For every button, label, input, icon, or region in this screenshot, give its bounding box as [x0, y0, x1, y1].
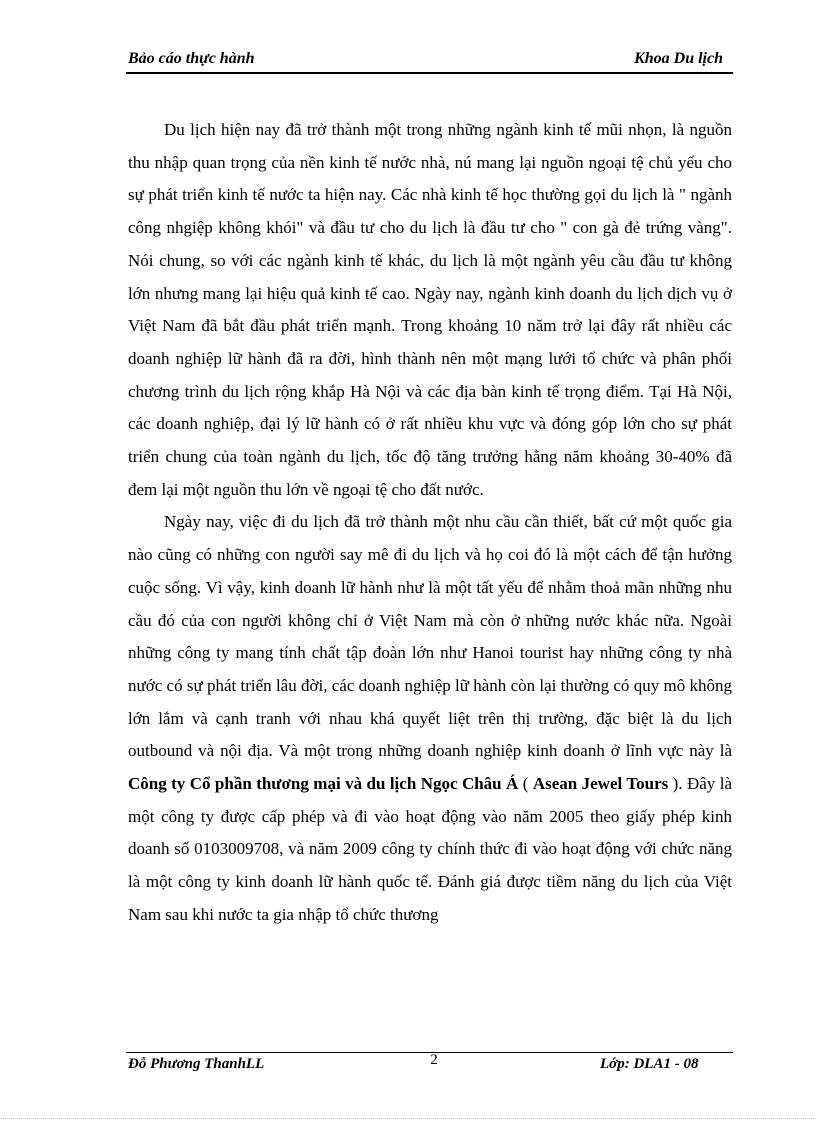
page-bottom-edge — [0, 1118, 816, 1119]
paragraph-2-text-c: ). Đây là một công ty được cấp phép và đi vào hoạt động vào năm 2005 theo giấy phép kinh doanh số 0103009708, và năm 2009 công ty chính thức đi vào hoạt động với chức năng là một công ty kinh doanh lữ hành quốc tế. Đánh giá được tiềm năng du lịch của Việt Nam sau khi nước ta gia nhập tổ chức thương — [128, 774, 732, 924]
paragraph-1: Du lịch hiện nay đã trở thành một trong những ngành kinh tế mũi nhọn, là nguồn thu nhập quan trọng của nền kinh tế nước nhà, nú mang lại nguồn ngoại tệ chủ yếu cho sự phát triển kinh tế nước ta hiện nay. Các nhà kinh tế học thường gọi du lịch là " ngành công nhgiệp không khói" và đầu tư cho du lịch là đầu tư cho " con gà đẻ trứng vàng". Nói chung, so với các ngành kinh tế khác, du lịch là một ngành yêu cầu đầu tư không lớn nhưng mang lại hiệu quả kinh tế cao. Ngày nay, ngành kinh doanh du lịch dịch vụ ở Việt Nam đã bắt đầu phát triển mạnh. Trong khoảng 10 năm trở lại đây rất nhiều các doanh nghiệp lữ hành đã ra đời, hình thành nên một mạng lưới tổ chức và phân phối chương trình du lịch rộng khắp Hà Nội và các địa bàn kinh tế trọng điểm. Tại Hà Nội, các doanh nghiệp, đại lý lữ hành có ở rất nhiều khu vực và đóng góp lớn cho sự phát triển chung của toàn ngành du lịch, tốc độ tăng trưởng hằng năm khoảng 30-40% đã đem lại một nguồn thu lớn về ngoại tệ cho đất nước. — [128, 120, 732, 499]
page-number: 2 — [430, 1052, 438, 1068]
paragraph-2-text-a: Ngày nay, việc đi du lịch đã trở thành một nhu cầu cần thiết, bất cứ một quốc gia nào cũng có những con người say mê đi du lịch và họ coi đó là một cách để tận hưởng cuộc sống. Vì vậy, kinh doanh lữ hành như là một tất yếu để nhằm thoả mãn những nhu cầu đó của con người không chỉ ở Việt Nam mà còn ở những nước khác nữa. Ngoài những công ty mang tính chất tập đoàn lớn như Hanoi tourist hay những công ty nhà nước có sự phát triển lâu đời, các doanh nghiệp lữ hành còn lại thường có quy mô không lớn lắm và cạnh tranh với nhau khá quyết liệt trên thị trường, đặc biệt là du lịch outbound và nội địa. Và một trong những doanh nghiệp kinh doanh ở lĩnh vực này là — [128, 512, 732, 761]
body-text — [128, 114, 732, 932]
header-report-title: Bảo cáo thực hành — [128, 50, 255, 67]
footer-author: Đỗ Phương ThanhLL — [128, 1056, 265, 1072]
paragraph-2 — [128, 506, 732, 931]
page-header — [126, 48, 733, 74]
company-english-name: Asean Jewel Tours — [532, 774, 669, 794]
footer-class: Lớp: DLA1 - 08 — [600, 1056, 699, 1072]
company-name: Công ty Cổ phần thương mại và du lịch Ngọc Châu Á — [128, 774, 519, 794]
header-department: Khoa Du lịch — [634, 50, 723, 67]
paragraph-2-text-b: ( — [518, 774, 533, 794]
